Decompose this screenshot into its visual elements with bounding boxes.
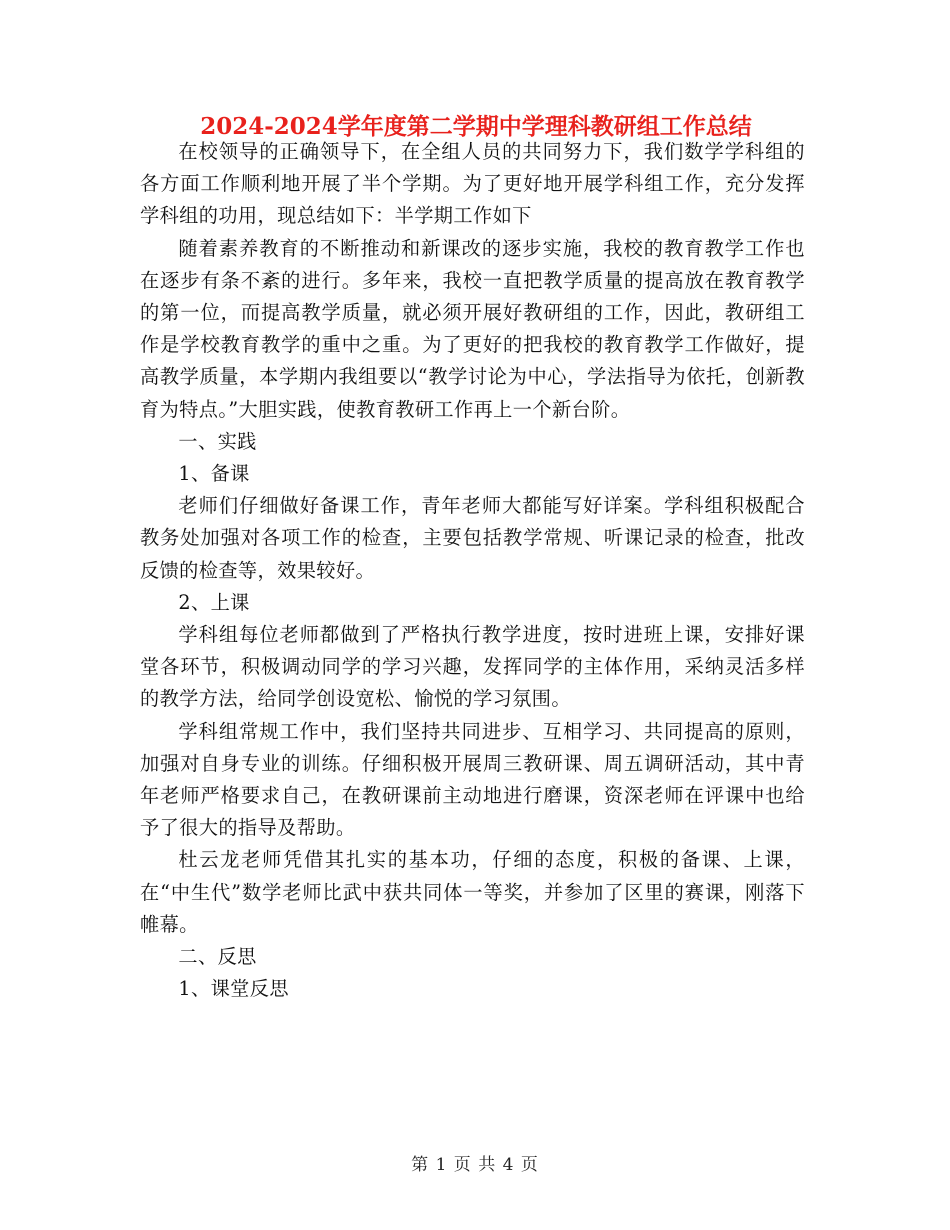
document-title: 2024-2024学年度第二学期中学理科教研组工作总结 [200, 113, 752, 140]
section-heading-reflection: 二、反思 [178, 945, 257, 969]
subheading-lesson-prep: 1、备课 [178, 462, 250, 486]
paragraph-teaching: 学科组每位老师都做到了严格执行教学进度，按时进班上课，安排好课堂各环节，积极调动同学的学习兴趣，发挥同学的主体作用，采纳灵活多样的教学方法，给同学创设宽松、愉悦的学习氛围。 [140, 623, 805, 711]
paragraph-routine-work: 学科组常规工作中，我们坚持共同进步、互相学习、共同提高的原则，加强对自身专业的训练。仔细积极开展周三教研课、周五调研活动，其中青年老师严格要求自己，在教研课前主动地进行磨课，资深老师在评课中也给予了很大的指导及帮助。 [140, 719, 805, 840]
document-body [140, 136, 805, 1005]
paragraph-background: 随着素养教育的不断推动和新课改的逐步实施，我校的教育教学工作也在逐步有条不紊的进行。多年来，我校一直把教学质量的提高放在教育教学的第一位，而提高教学质量，就必须开展好教研组的工作，因此，教研组工作是学校教育教学的重中之重。为了更好的把我校的教育教学工作做好，提高教学质量，本学期内我组要以“教学讨论为中心，学法指导为依托，创新教育为特点。”大胆实践，使教育教研工作再上一个新台阶。 [140, 236, 805, 421]
page-footer: 第 1 页 共 4 页 [411, 1155, 539, 1175]
paragraph-award: 杜云龙老师凭借其扎实的基本功，仔细的态度，积极的备课、上课，在“中生代”数学老师比武中获共同体一等奖，并参加了区里的赛课，刚落下帷幕。 [140, 848, 805, 936]
subheading-teaching: 2、上课 [178, 590, 250, 614]
paragraph-lesson-prep: 老师们仔细做好备课工作，青年老师大都能写好详案。学科组积极配合教务处加强对各项工作的检查，主要包括教学常规、听课记录的检查，批改反馈的检查等，效果较好。 [140, 494, 805, 582]
paragraph-intro: 在校领导的正确领导下，在全组人员的共同努力下，我们数学学科组的各方面工作顺利地开展了半个学期。为了更好地开展学科组工作，充分发挥学科组的功用，现总结如下：半学期工作如下 [140, 140, 805, 228]
subheading-class-reflection: 1、课堂反思 [178, 977, 289, 1001]
section-heading-practice: 一、实践 [178, 429, 257, 453]
